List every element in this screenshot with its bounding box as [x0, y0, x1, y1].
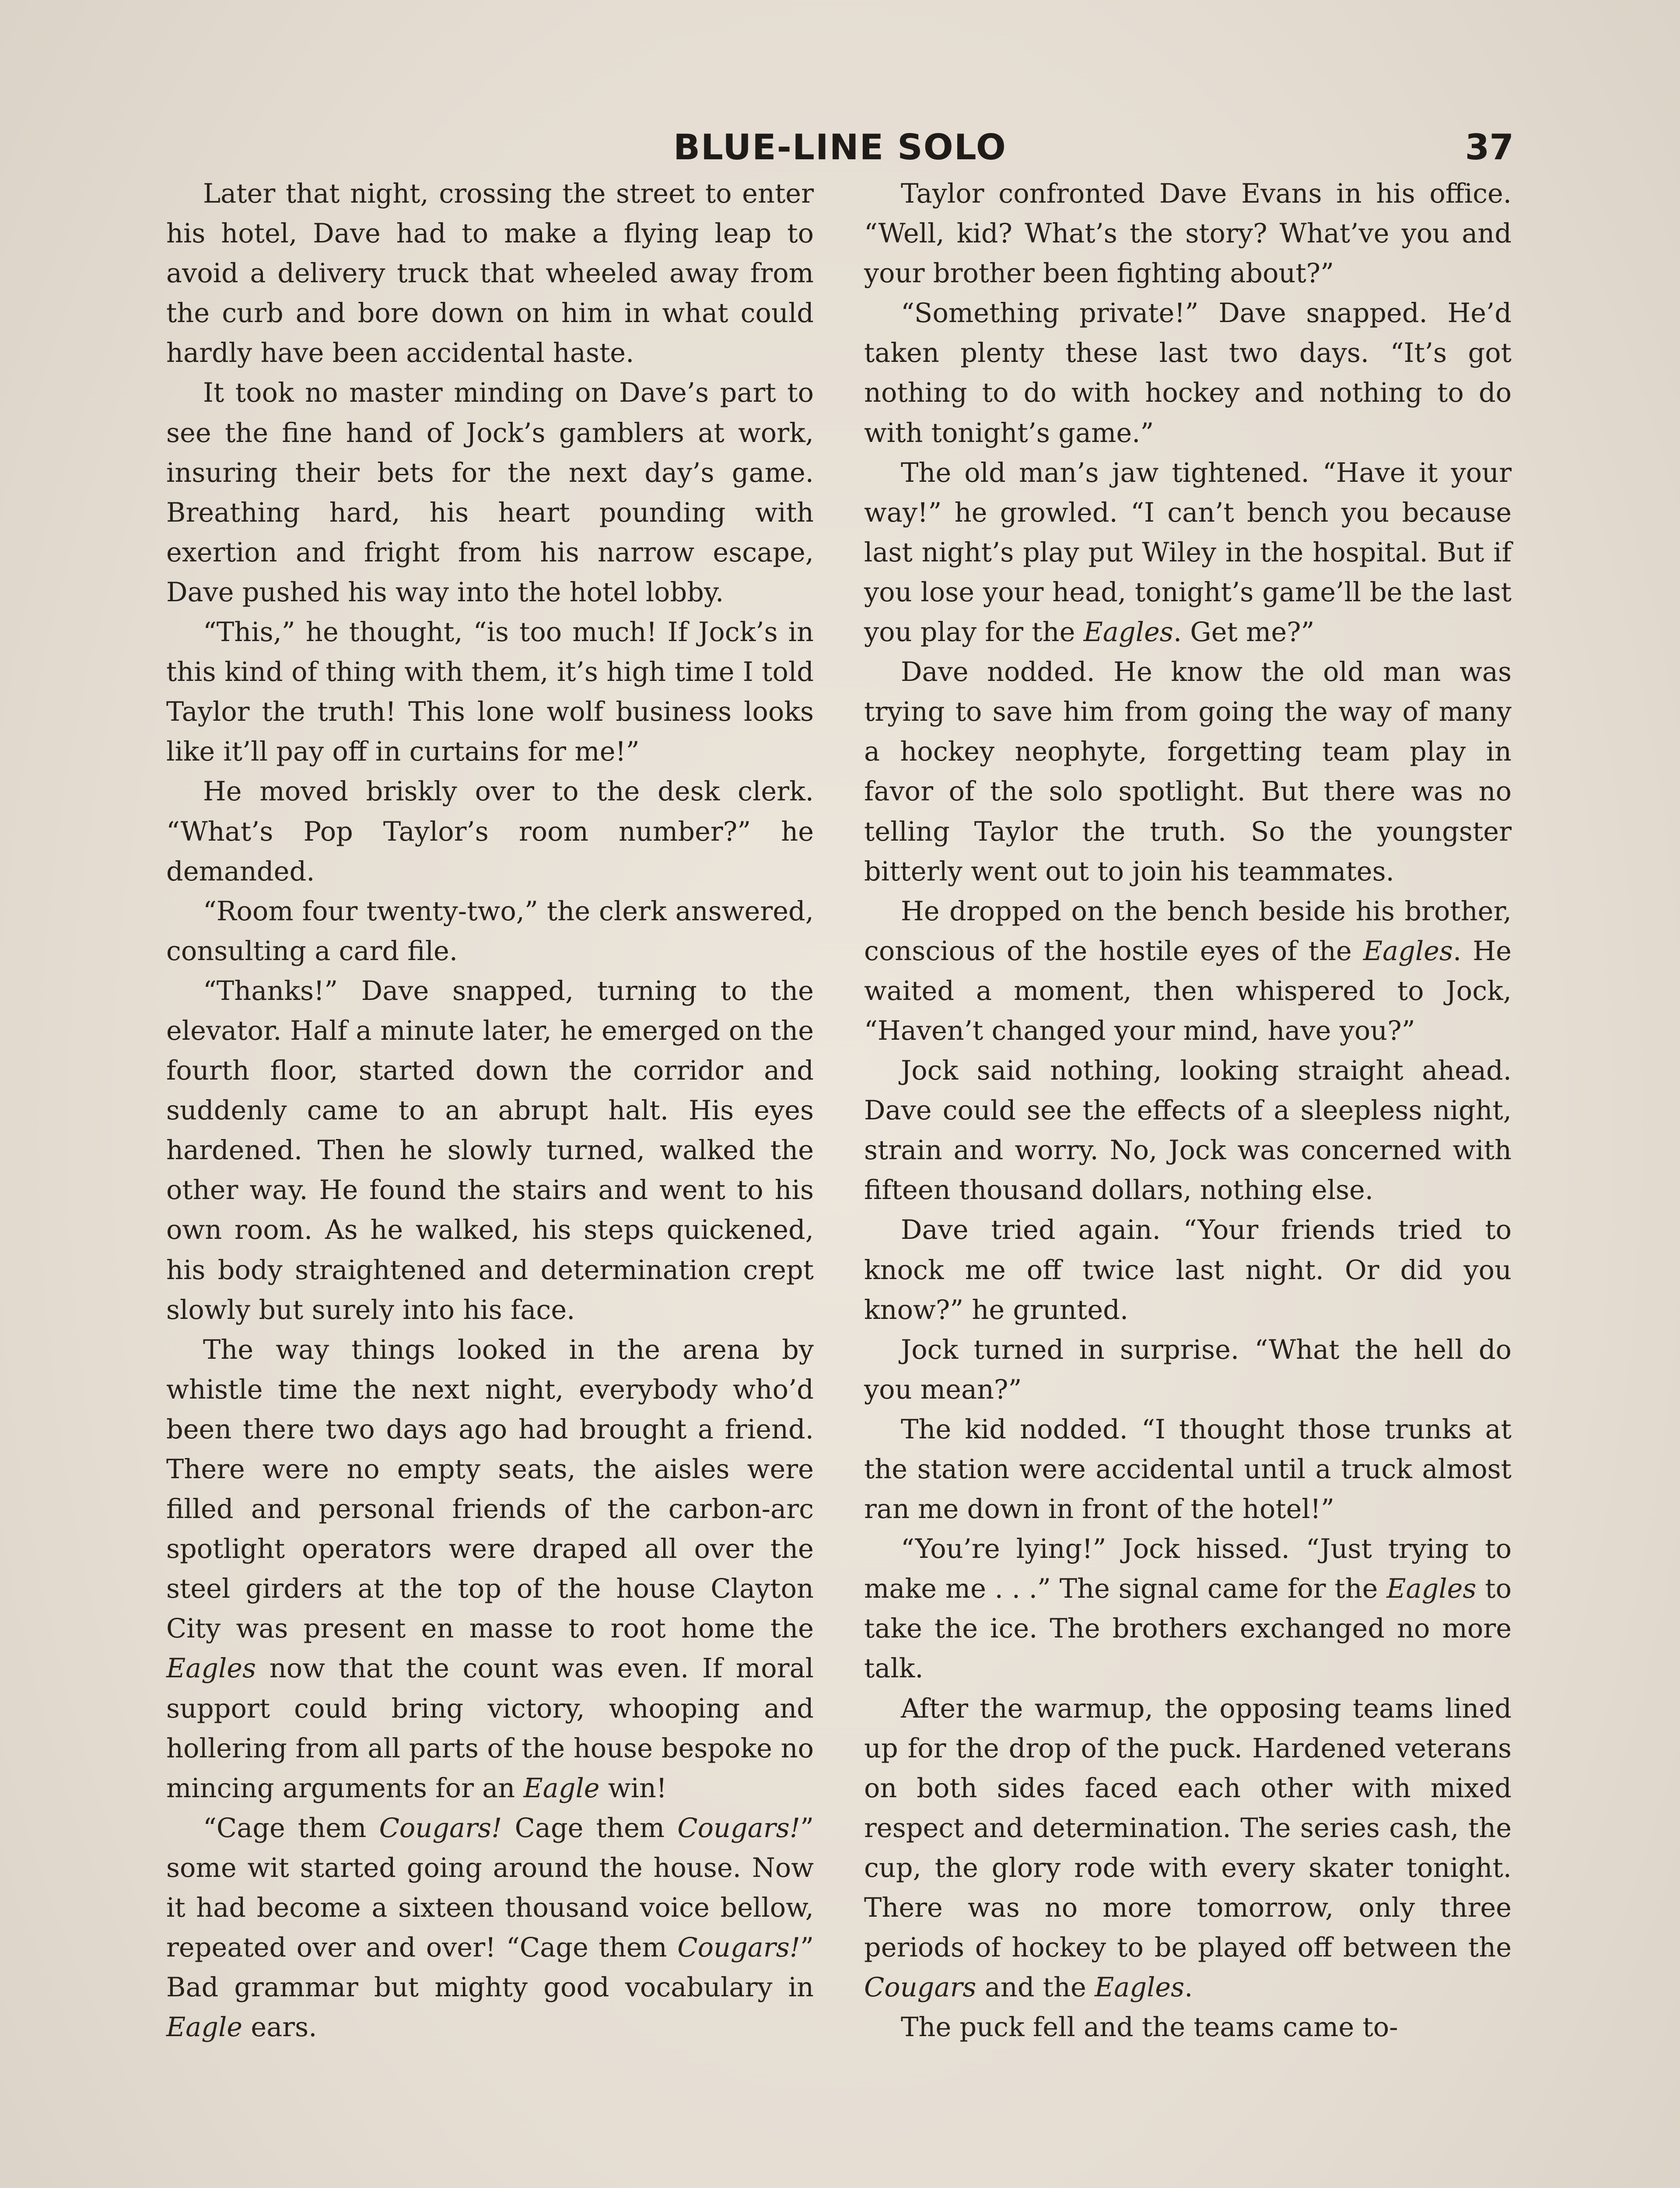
paragraph: “Cage them Cougars! Cage them Cougars!” some wit started going around the house. Now it had become a sixteen thousand voice bellow, repeated over and over! “Cage them Cougars!” Bad grammar but mighty good vocabulary in Eagle ears. [166, 1813, 814, 2043]
paragraph: Jock said nothing, looking straight ahead. Dave could see the effects of a sleepless night, strain and worry. No, Jock was concerned with fifteen thousand dollars, nothing else. [864, 1055, 1512, 1206]
paragraph: The way things looked in the arena by whistle time the next night, everybody who’d been there two days ago had brought a friend. There were no empty seats, the aisles were filled and personal friends of the carbon-arc spotlight operators were draped all over the steel girders at the top of the house Clayton City was present en masse to root home the Eagles now that the count was even. If moral support could bring victory, whooping and hollering from all parts of the house bespoke no mincing arguments for an Eagle win! [166, 1334, 814, 1804]
paragraph: Later that night, crossing the street to enter his hotel, Dave had to make a flying leap to avoid a delivery truck that wheeled away from the curb and bore down on him in what could hardly have been accidental haste. [166, 179, 814, 369]
right-column [864, 174, 1512, 2048]
paragraph: “Something private!” Dave snapped. He’d taken plenty these last two days. “It’s got nothing to do with hockey and nothing to do with tonight’s game.” [864, 298, 1512, 449]
page-number: 37 [1465, 127, 1514, 168]
paragraph: He moved briskly over to the desk clerk. “What’s Pop Taylor’s room number?” he demanded. [166, 776, 814, 887]
paragraph: Dave tried again. “Your friends tried to knock me off twice last night. Or did you know?” he grunted. [864, 1215, 1512, 1325]
running-title: BLUE-LINE SOLO [673, 127, 1007, 168]
paragraph: It took no master minding on Dave’s part to see the fine hand of Jock’s gamblers at work, insuring their bets for the next day’s game. Breathing hard, his heart pounding with exertion and fright from his narrow escape, Dave pushed his way into the hotel lobby. [166, 378, 814, 608]
paragraph: He dropped on the bench beside his brother, conscious of the hostile eyes of the Eagles. He waited a moment, then whispered to Jock, “Haven’t changed your mind, have you?” [864, 896, 1512, 1046]
paragraph: After the warmup, the opposing teams lined up for the drop of the puck. Hardened veterans on both sides faced each other with mixed respect and determination. The series cash, the cup, the glory rode with every skater tonight. There was no more tomorrow, only three periods of hockey to be played off between the Cougars and the Eagles. [864, 1693, 1512, 2003]
paragraph: The puck fell and the teams came to- [901, 2012, 1398, 2043]
paragraph: “This,” he thought, “is too much! If Jock’s in this kind of thing with them, it’s high time I told Taylor the truth! This lone wolf business looks like it’ll pay off in curtains for me!” [166, 617, 814, 768]
paragraph: “You’re lying!” Jock hissed. “Just trying to make me . . .” The signal came for the Eagles to take the ice. The brothers exchanged no more talk. [864, 1534, 1512, 1684]
paragraph: “Thanks!” Dave snapped, turning to the elevator. Half a minute later, he emerged on the fourth floor, started down the corridor and suddenly came to an abrupt halt. His eyes hardened. Then he slowly turned, walked the other way. He found the stairs and went to his own room. As he walked, his steps quickened, his body straightened and determination crept slowly but surely into his face. [166, 975, 814, 1325]
page-header [166, 127, 1514, 179]
paragraph: The old man’s jaw tightened. “Have it your way!” he growled. “I can’t bench you because last night’s play put Wiley in the hospital. But if you lose your head, tonight’s game’ll be the last you play for the Eagles. Get me?” [864, 457, 1512, 648]
left-column [166, 174, 814, 2048]
paragraph: “Room four twenty-two,” the clerk answered, consulting a card file. [166, 896, 814, 967]
paragraph: Jock turned in surprise. “What the hell do you mean?” [864, 1334, 1512, 1405]
text-columns [166, 174, 1514, 2188]
paragraph: Dave nodded. He know the old man was trying to save him from going the way of many a hockey neophyte, forgetting team play in favor of the solo spotlight. But there was no telling Taylor the truth. So the youngster bitterly went out to join his teammates. [864, 657, 1512, 887]
paragraph: Taylor confronted Dave Evans in his office. “Well, kid? What’s the story? What’ve you and your brother been fighting about?” [864, 179, 1512, 289]
paragraph: The kid nodded. “I thought those trunks at the station were accidental until a truck almost ran me down in front of the hotel!” [864, 1414, 1512, 1525]
